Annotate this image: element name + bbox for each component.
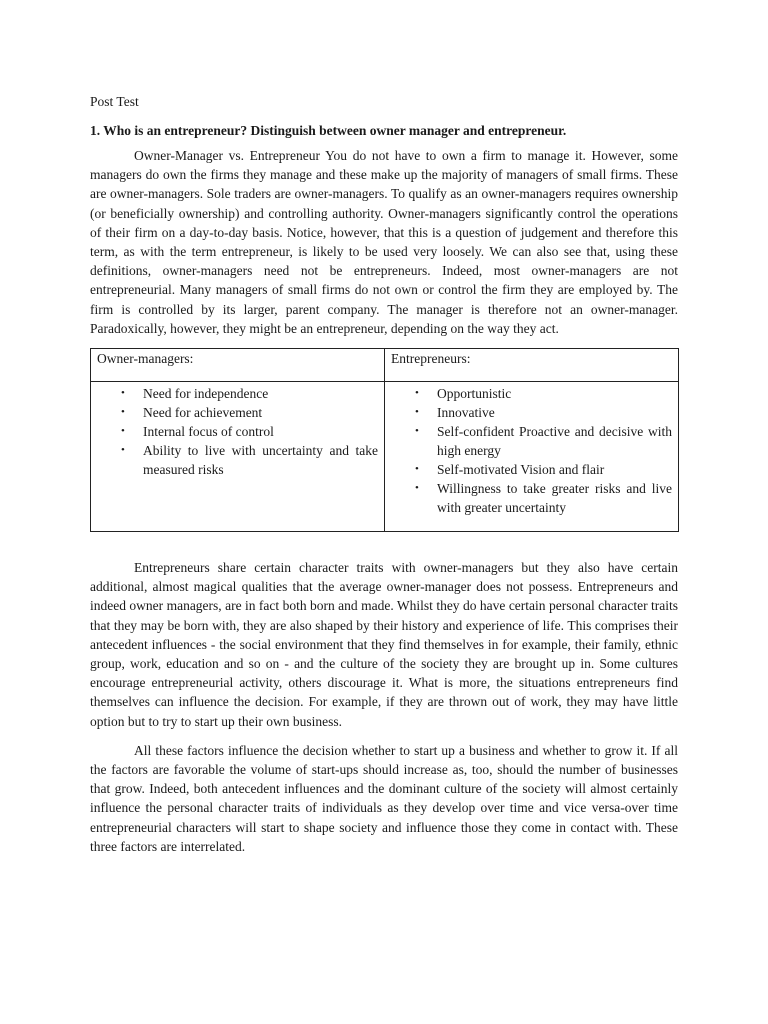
- trait-text: Self-confident Proactive and decisive with high energy: [437, 424, 672, 459]
- list-item: [415, 460, 672, 479]
- entrepreneurs-header: Entrepreneurs:: [385, 349, 679, 382]
- bullet-icon: •: [121, 406, 125, 419]
- list-item: [121, 403, 378, 422]
- body-paragraph-3: All these factors influence the decision whether to start up a business and whether to grow it. If all the factors are favorable the volume of start-ups should increase as, too, should the number of businesses that grow. Indeed, both antecedent influences and the dominant culture of the society will almost certainly influence the personal character traits of individuals as they develop over time and vice versa-over time entrepreneurial characters will start to shape society and influence those they come in contact with. These three factors are interrelated.: [90, 742, 678, 854]
- list-item: [415, 479, 672, 517]
- table-header-row: [91, 349, 679, 382]
- bullet-icon: •: [415, 482, 419, 495]
- bullet-icon: •: [121, 444, 125, 457]
- list-item: [121, 441, 378, 479]
- trait-text: Need for achievement: [143, 405, 263, 421]
- trait-text: Self-motivated Vision and flair: [437, 462, 605, 478]
- doc-label: Post Test: [90, 94, 139, 109]
- traits-table: [90, 348, 679, 532]
- trait-text: Need for independence: [143, 386, 269, 402]
- owner-traits-list: [97, 384, 378, 479]
- list-item: [121, 384, 378, 403]
- bullet-icon: •: [121, 387, 125, 400]
- owner-managers-header: Owner-managers:: [91, 349, 385, 382]
- list-item: [121, 422, 378, 441]
- document-page: [90, 92, 678, 856]
- list-item: [415, 403, 672, 422]
- list-item: [415, 384, 672, 403]
- list-item: [415, 422, 672, 460]
- table-body-row: [91, 382, 679, 532]
- body-paragraph-2: Entrepreneurs share certain character traits with owner-managers but they also have certain additional, almost magical qualities that the average owner-manager does not possess. Entrepreneurs and indeed owner managers, are in fact both born and made. Whilst they do have certain personal character traits that they may be born with, they are also shaped by their history and experience of life. This comprises their antecedent influences - the social environment that they find themselves in for example, their family, ethnic group, work, education and so on - and the culture of the society they are brought up in. Some cultures encourage entrepreneurial activity, others discourage it. What is more, the situations entrepreneurs find themselves can influence the decision. For example, if they are thrown out of work, they may have little option but to try to start up their own business.: [90, 560, 678, 729]
- trait-text: Innovative: [437, 405, 495, 421]
- bullet-icon: •: [415, 406, 419, 419]
- owner-traits-cell: [91, 382, 385, 532]
- bullet-icon: •: [415, 425, 419, 438]
- intro-paragraph: Owner-Manager vs. Entrepreneur You do not have to own a firm to manage it. However, some managers do own the firms they manage and these make up the majority of managers of small firms. These are owner-managers. Sole traders are owner-managers. To qualify as an owner-managers requires ownership (or beneficially ownership) and controlling authority. Owner-managers significantly control the operations of their firm on a day-to-day basis. Notice, however, that this is a question of judgement and therefore this term, as with the term entrepreneur, is likely to be used very loosely. We can also see that, using these definitions, owner-managers need not be entrepreneurs. Indeed, most owner-managers are not entrepreneurial. Many managers of small firms do not own or control the firm they are employed by. The firm is controlled by its larger, parent company. The manager is therefore not an owner-manager. Paradoxically, however, they might be an entrepreneur, depending on the way they act.: [90, 148, 678, 336]
- trait-text: Internal focus of control: [143, 424, 274, 440]
- trait-text: Opportunistic: [437, 386, 512, 402]
- bullet-icon: •: [415, 387, 419, 400]
- entrepreneur-traits-list: [391, 384, 672, 517]
- entrepreneur-traits-cell: [385, 382, 679, 532]
- trait-text: Ability to live with uncertainty and take measured risks: [143, 443, 378, 478]
- bullet-icon: •: [415, 463, 419, 476]
- bullet-icon: •: [121, 425, 125, 438]
- question-heading: 1. Who is an entrepreneur? Distinguish between owner manager and entrepreneur.: [90, 123, 567, 138]
- trait-text: Willingness to take greater risks and live with greater uncertainty: [437, 481, 672, 516]
